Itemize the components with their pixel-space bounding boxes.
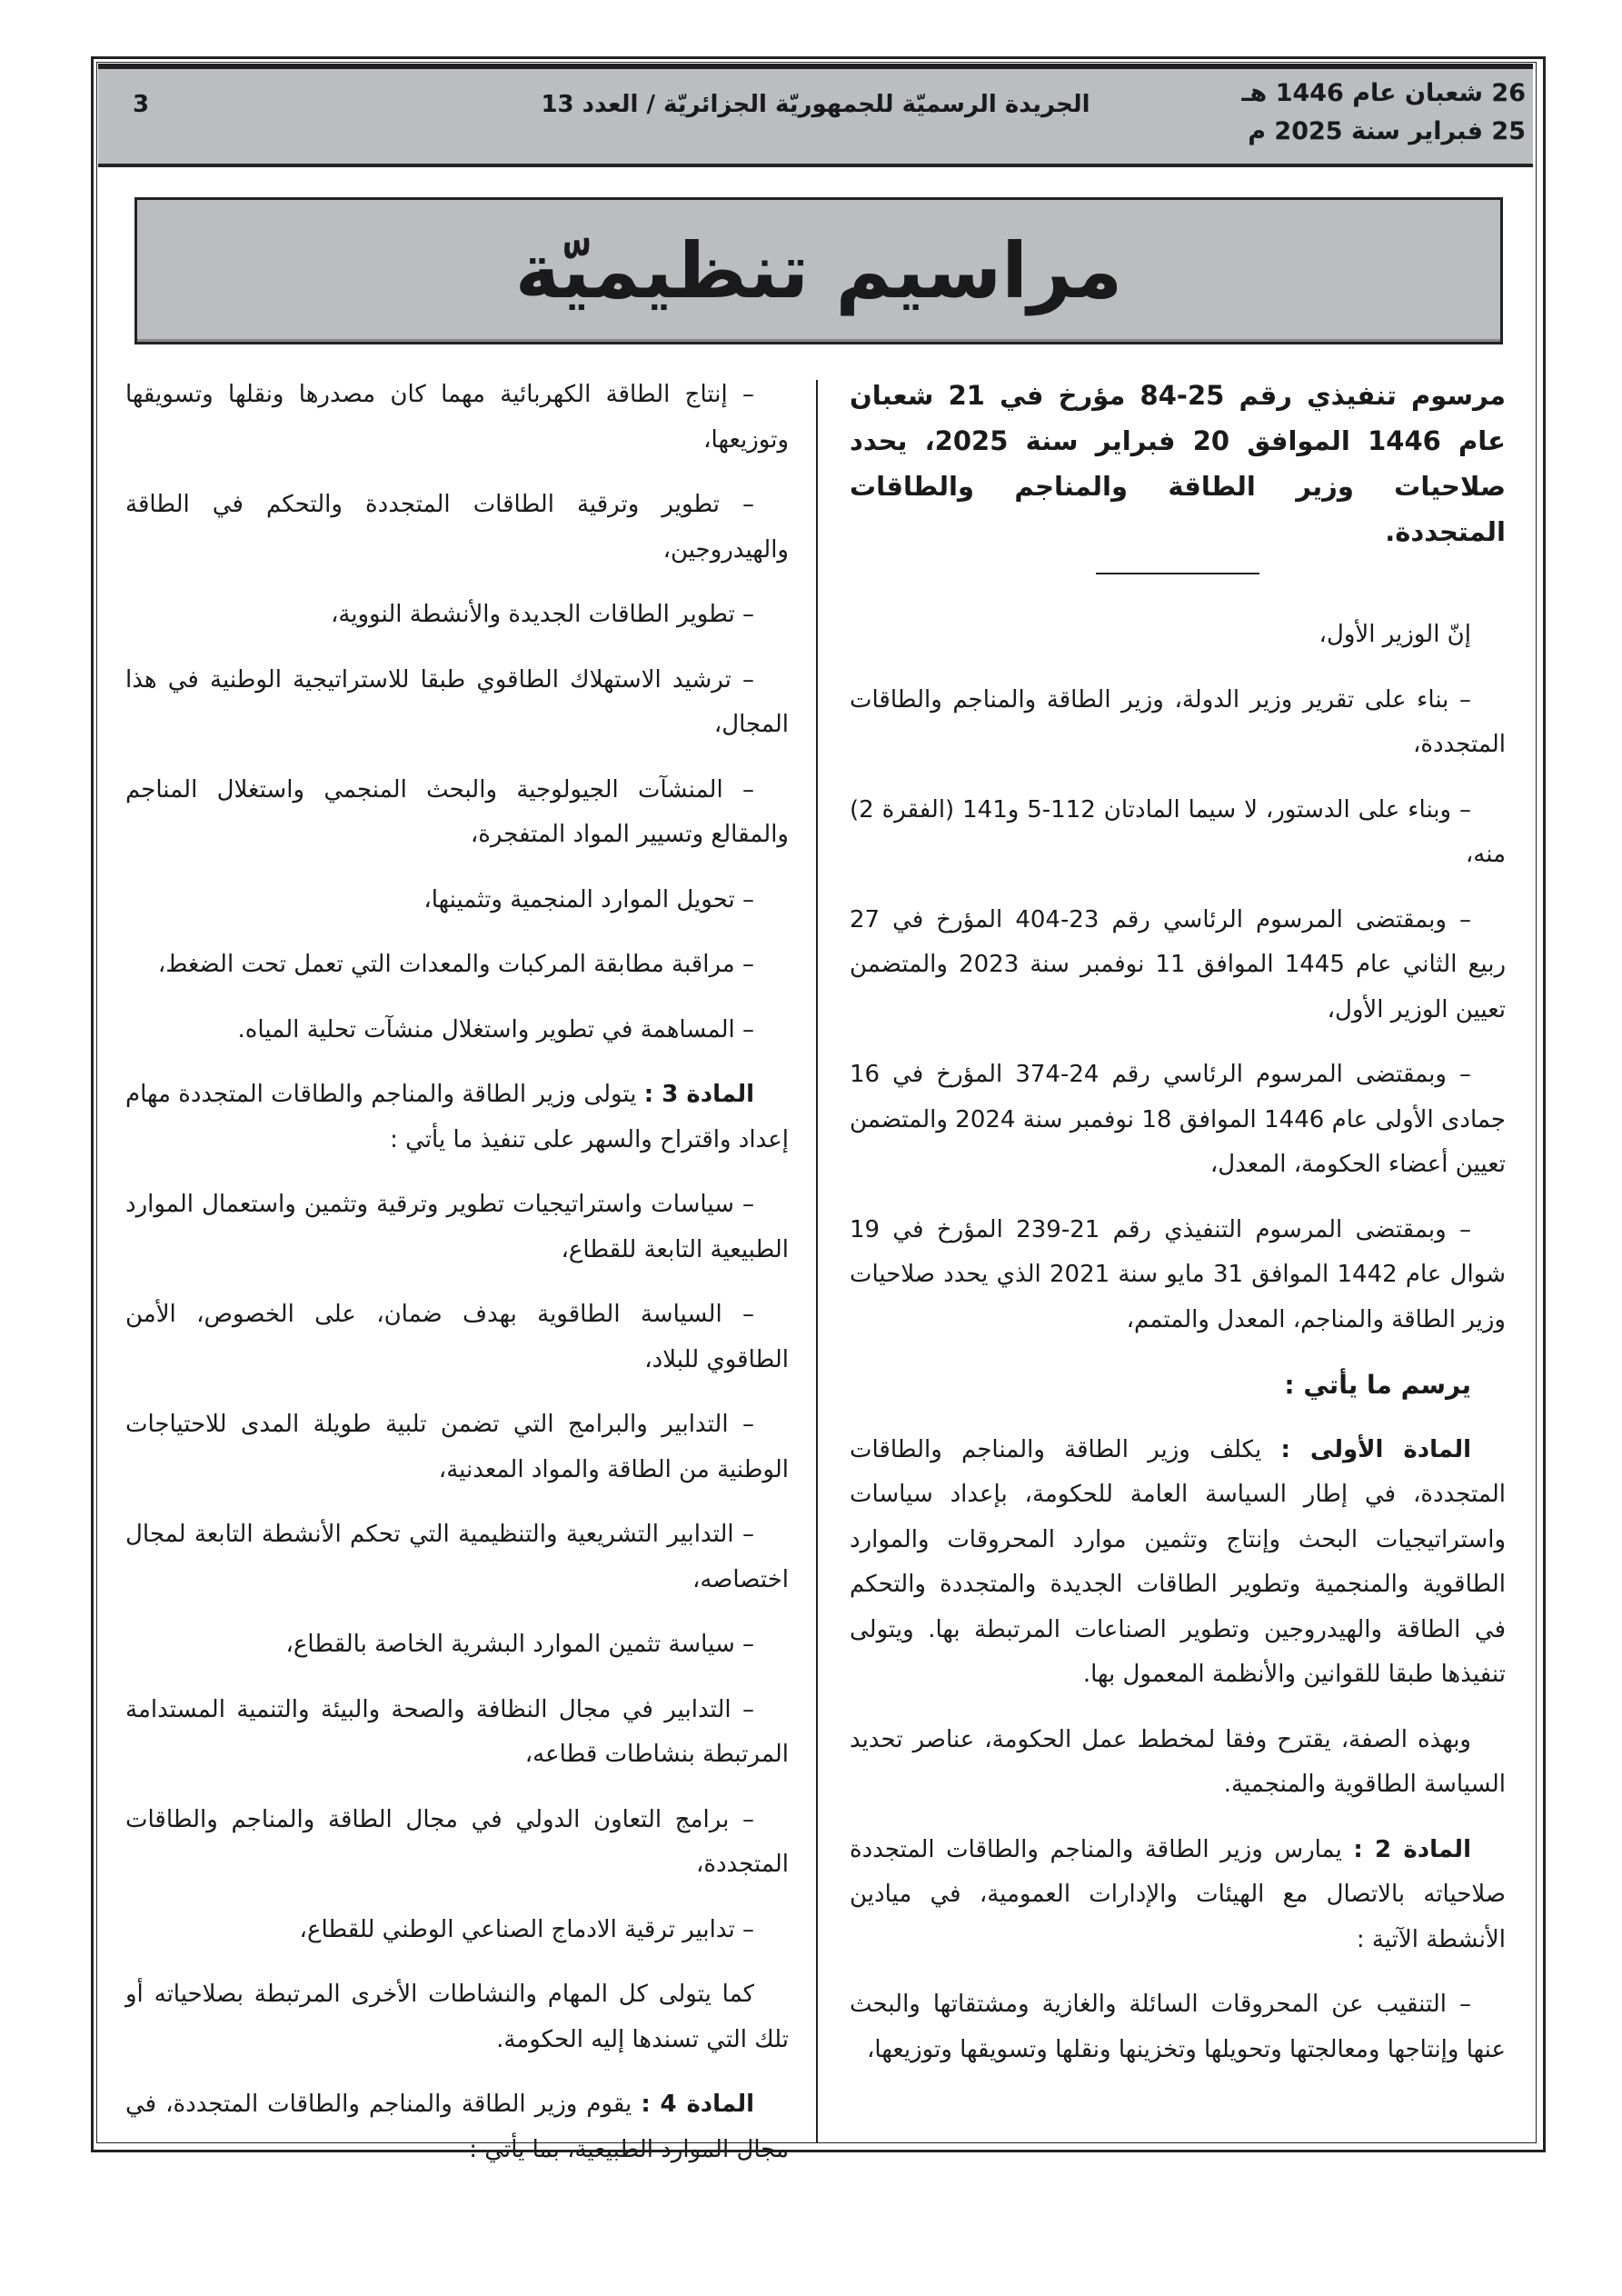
article-2-item: – ترشيد الاستهلاك الطاقوي طبقا للاستراتيجية الوطنية في هذا المجال، [125, 665, 789, 738]
article-4 [125, 2082, 789, 2172]
article-2-item: – التنقيب عن المحروقات السائلة والغازية ومشتقاتها والبحث عنها وإنتاجها ومعالجتها وتحويلها وتخزينها ونقلها وتسويقها وتوزيعها، [850, 1991, 1506, 2063]
article-3-item: – التدابير في مجال النظافة والصحة والبيئة والتنمية المستدامة المرتبطة بنشاطات قطاعه، [125, 1695, 789, 1768]
article-label: المادة 3 : [643, 1081, 754, 1108]
preamble-item: – وبمقتضى المرسوم التنفيذي رقم 21-239 المؤرخ في 19 شوال عام 1442 الموافق 31 مايو سنة 2021 الذي يحدد صلاحيات وزير الطاقة والمناجم، المعدل والمتمم، [850, 1215, 1506, 1333]
left-column [125, 373, 789, 2192]
article-3-item: – التدابير والبرامج التي تضمن تلبية طويلة المدى للاحتياجات الوطنية من الطاقة والمواد المعدنية، [125, 1411, 789, 1483]
article-3-item: – برامج التعاون الدولي في مجال الطاقة والمناجم والطاقات المتجددة، [125, 1805, 789, 1878]
article-2-item: – تحويل الموارد المنجمية وتثمينها، [423, 885, 754, 913]
article-text: يكلف وزير الطاقة والمناجم والطاقات المتجددة، في إطار السياسة العامة للحكومة، بإعداد سياسات واستراتيجيات البحث وإنتاج وتثمين موارد المحروقات والموارد الطاقوية والمنجمية وتطوير الطاقات الجديدة والمتجددة والتحكم في الطاقة والهيدروجين وتطوير الصناعات المرتبطة بها. ويتولى تنفيذها طبقا للقوانين والأنظمة المعمول بها. [850, 1435, 1506, 1688]
decrees-heading: يرسم ما يأتي : [1284, 1370, 1471, 1400]
article-2-item: – إنتاج الطاقة الكهربائية مهما كان مصدرها ونقلها وتسويقها وتوزيعها، [125, 381, 789, 454]
gazette-header [98, 64, 1533, 167]
preamble-item: – وبمقتضى المرسوم الرئاسي رقم 23-404 المؤرخ في 27 ربيع الثاني عام 1445 الموافق 11 نوفمبر سنة 2023 والمتضمن تعيين الوزير الأول، [850, 905, 1506, 1023]
gregorian-date: 25 فبراير سنة 2025 م [1248, 117, 1526, 145]
article-3-item: – تدابير ترقية الادماج الصناعي الوطني للقطاع، [299, 1915, 754, 1943]
opening: إنّ الوزير الأول، [1318, 621, 1471, 648]
section-title: مراسيم تنظيميّة [514, 226, 1123, 315]
right-column [850, 373, 1506, 2092]
article-3-item: – السياسة الطاقوية بهدف ضمان، على الخصوص، الأمن الطاقوي للبلاد، [125, 1301, 789, 1373]
article-2-item: – تطوير الطاقات الجديدة والأنشطة النووية، [330, 601, 754, 628]
preamble-item: – وبناء على الدستور، لا سيما المادتان 112-5 و141 (الفقرة 2) منه، [850, 795, 1506, 868]
article-text: يمارس وزير الطاقة والمناجم والطاقات المتجددة صلاحياته بالاتصال مع الهيئات والإدارات العمومية، في ميادين الأنشطة الآتية : [850, 1835, 1506, 1953]
article-3-closing: كما يتولى كل المهام والنشاطات الأخرى المرتبطة بصلاحياته أو تلك التي تسندها إليه الحكومة. [125, 1981, 789, 2053]
article-1-paragraph-2: وبهذه الصفة، يقترح وفقا لمخطط عمل الحكومة، عناصر تحديد السياسة الطاقوية والمنجمية. [850, 1725, 1506, 1798]
article-3 [125, 1073, 789, 1163]
title-separator [1096, 573, 1259, 574]
decree-title: مرسوم تنفيذي رقم 25-84 مؤرخ في 21 شعبان عام 1446 الموافق 20 فبراير سنة 2025، يحدد صلاحيات وزير الطاقة والمناجم والطاقات المتجددة. [850, 380, 1507, 547]
article-2 [850, 1828, 1506, 1963]
column-divider [816, 380, 818, 2143]
article-label: المادة 2 : [1353, 1835, 1471, 1863]
article-3-item: – سياسات واستراتيجيات تطوير وترقية وتثمين واستعمال الموارد الطبيعية التابعة للقطاع، [125, 1191, 789, 1263]
article-3-item: – التدابير التشريعية والتنظيمية التي تحكم الأنشطة التابعة لمجال اختصاصه، [125, 1521, 789, 1593]
preamble-item: – بناء على تقرير وزير الدولة، وزير الطاقة والمناجم والطاقات المتجددة، [850, 685, 1506, 758]
section-title-box [134, 197, 1503, 344]
gazette-title: الجريدة الرسميّة للجمهوريّة الجزائريّة / العدد 13 [541, 91, 1090, 118]
article-label: المادة 4 : [641, 2091, 755, 2118]
article-1 [850, 1428, 1506, 1698]
article-label: المادة الأولى : [1280, 1435, 1471, 1463]
article-2-item: – مراقبة مطابقة المركبات والمعدات التي تعمل تحت الضغط، [157, 951, 754, 978]
page-number: 3 [133, 91, 150, 118]
article-3-item: – سياسة تثمين الموارد البشرية الخاصة بالقطاع، [285, 1631, 754, 1658]
article-2-item: – تطوير وترقية الطاقات المتجددة والتحكم في الطاقة والهيدروجين، [125, 491, 789, 564]
article-text: يتولى وزير الطاقة والمناجم والطاقات المتجددة مهام إعداد واقتراح والسهر على تنفيذ ما يأتي : [125, 1081, 789, 1153]
article-text: يقوم وزير الطاقة والمناجم والطاقات المتجددة، في مجال الموارد الطبيعية، بما يأتي : [125, 2091, 789, 2163]
article-2-item: – المنشآت الجيولوجية والبحث المنجمي واستغلال المناجم والمقالع وتسيير المواد المتفجرة، [125, 775, 789, 848]
hijri-date: 26 شعبان عام 1446 هـ [1241, 79, 1526, 107]
article-2-item: – المساهمة في تطوير واستغلال منشآت تحلية المياه. [237, 1015, 754, 1043]
preamble-item: – وبمقتضى المرسوم الرئاسي رقم 24-374 المؤرخ في 16 جمادى الأولى عام 1446 الموافق 18 نوفمبر سنة 2024 والمتضمن تعيين أعضاء الحكومة، المعدل، [850, 1061, 1507, 1178]
